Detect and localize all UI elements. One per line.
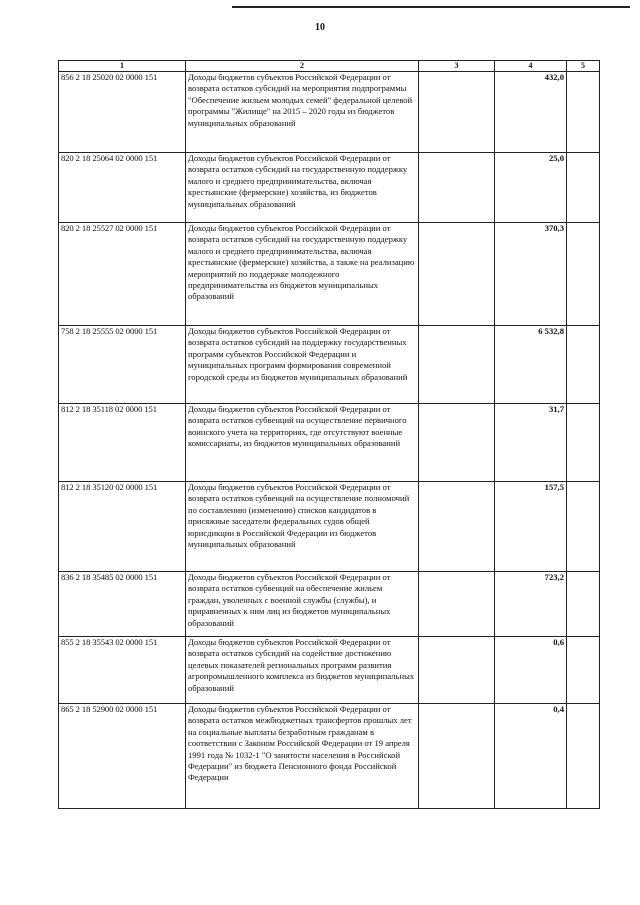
table-row: [59, 404, 600, 482]
col5-cell: [567, 223, 600, 326]
col3-cell: [419, 704, 495, 809]
income-description: Доходы бюджетов субъектов Российской Федерации от возврата остатков субвенций на осуществление первичного воинского учета на территориях, где отсутствуют военные комиссариаты, из бюджетов муниципальных образований: [186, 404, 419, 482]
income-description: Доходы бюджетов субъектов Российской Федерации от возврата остатков субвенций на осуществление полномочий по составлению (изменению) списков кандидатов в присяжные заседатели федеральных судов общей юрисдикции в Российской Федерации из бюджетов муниципальных образований: [186, 482, 419, 572]
table-row: [59, 153, 600, 223]
amount-cell: 157,5: [495, 482, 567, 572]
col5-cell: [567, 704, 600, 809]
amount-cell: 723,2: [495, 572, 567, 637]
income-description: Доходы бюджетов субъектов Российской Федерации от возврата остатков субсидий на содействие достижению целевых показателей региональных программ развития агропромышленного комплекса из бюджетов муниципальных образований: [186, 637, 419, 704]
col3-cell: [419, 153, 495, 223]
amount-cell: 0,6: [495, 637, 567, 704]
income-description: Доходы бюджетов субъектов Российской Федерации от возврата остатков субвенций на обеспечение жильем граждан, уволенных с военной службы (службы), и приравненных к ним лиц из бюджетов муниципальных образований: [186, 572, 419, 637]
table-row: [59, 572, 600, 637]
budget-code: 812 2 18 35120 02 0000 151: [59, 482, 186, 572]
table-row: [59, 72, 600, 153]
amount-cell: 370,3: [495, 223, 567, 326]
income-description: Доходы бюджетов субъектов Российской Федерации от возврата остатков субсидий на государственную поддержку малого и среднего предпринимательства, включая крестьянские (фермерские) хозяйства, а также на реализацию мероприятий по поддержке молодежного предпринимательства из бюджетов муниципальных образований: [186, 223, 419, 326]
col3-cell: [419, 572, 495, 637]
budget-code: 855 2 18 35543 02 0000 151: [59, 637, 186, 704]
amount-cell: 6 532,8: [495, 326, 567, 404]
amount-cell: 25,0: [495, 153, 567, 223]
budget-code: 836 2 18 35485 02 0000 151: [59, 572, 186, 637]
amount-cell: 432,0: [495, 72, 567, 153]
income-description: Доходы бюджетов субъектов Российской Федерации от возврата остатков субсидий на государственную поддержку малого и среднего предпринимательства, включая крестьянские (фермерские) хозяйства, из бюджетов муниципальных образований: [186, 153, 419, 223]
col5-cell: [567, 637, 600, 704]
col5-cell: [567, 404, 600, 482]
col5-cell: [567, 153, 600, 223]
income-description: Доходы бюджетов субъектов Российской Федерации от возврата остатков межбюджетных трансфертов прошлых лет на социальные выплаты безработным гражданам в соответствии с Законом Российской Федерации от 19 апреля 1991 года № 1032-1 "О занятости населения в Российской Федерации" из бюджета Пенсионного фонда Российской Федерации: [186, 704, 419, 809]
col5-cell: [567, 72, 600, 153]
budget-code: 856 2 18 25020 02 0000 151: [59, 72, 186, 153]
income-description: Доходы бюджетов субъектов Российской Федерации от возврата остатков субсидий на мероприятия подпрограммы "Обеспечение жильем молодых семей" федеральной целевой программы "Жилище" на 2015 – 2020 годы из бюджетов муниципальных образований: [186, 72, 419, 153]
top-rule: [232, 6, 630, 8]
header-col-3: 3: [419, 61, 495, 72]
table-row: [59, 482, 600, 572]
budget-code: 758 2 18 25555 02 0000 151: [59, 326, 186, 404]
header-col-5: 5: [567, 61, 600, 72]
col3-cell: [419, 223, 495, 326]
col3-cell: [419, 72, 495, 153]
table-row: [59, 223, 600, 326]
table-row: [59, 637, 600, 704]
col3-cell: [419, 326, 495, 404]
budget-code: 812 2 18 35118 02 0000 151: [59, 404, 186, 482]
amount-cell: 0,4: [495, 704, 567, 809]
header-col-4: 4: [495, 61, 567, 72]
col3-cell: [419, 637, 495, 704]
col5-cell: [567, 572, 600, 637]
header-col-2: 2: [186, 61, 419, 72]
header-row: [59, 61, 600, 72]
budget-code: 820 2 18 25064 02 0000 151: [59, 153, 186, 223]
col3-cell: [419, 482, 495, 572]
col5-cell: [567, 482, 600, 572]
table-row: [59, 704, 600, 809]
amount-cell: 31,7: [495, 404, 567, 482]
col3-cell: [419, 404, 495, 482]
header-col-1: 1: [59, 61, 186, 72]
income-description: Доходы бюджетов субъектов Российской Федерации от возврата остатков субсидий на поддержку государственных программ субъектов Российской Федерации и муниципальных программ формирования современной городской среды из бюджетов муниципальных образований: [186, 326, 419, 404]
budget-code: 820 2 18 25527 02 0000 151: [59, 223, 186, 326]
table-row: [59, 326, 600, 404]
budget-table: [58, 60, 600, 809]
col5-cell: [567, 326, 600, 404]
page-number: 10: [315, 22, 325, 33]
budget-code: 865 2 18 52900 02 0000 151: [59, 704, 186, 809]
